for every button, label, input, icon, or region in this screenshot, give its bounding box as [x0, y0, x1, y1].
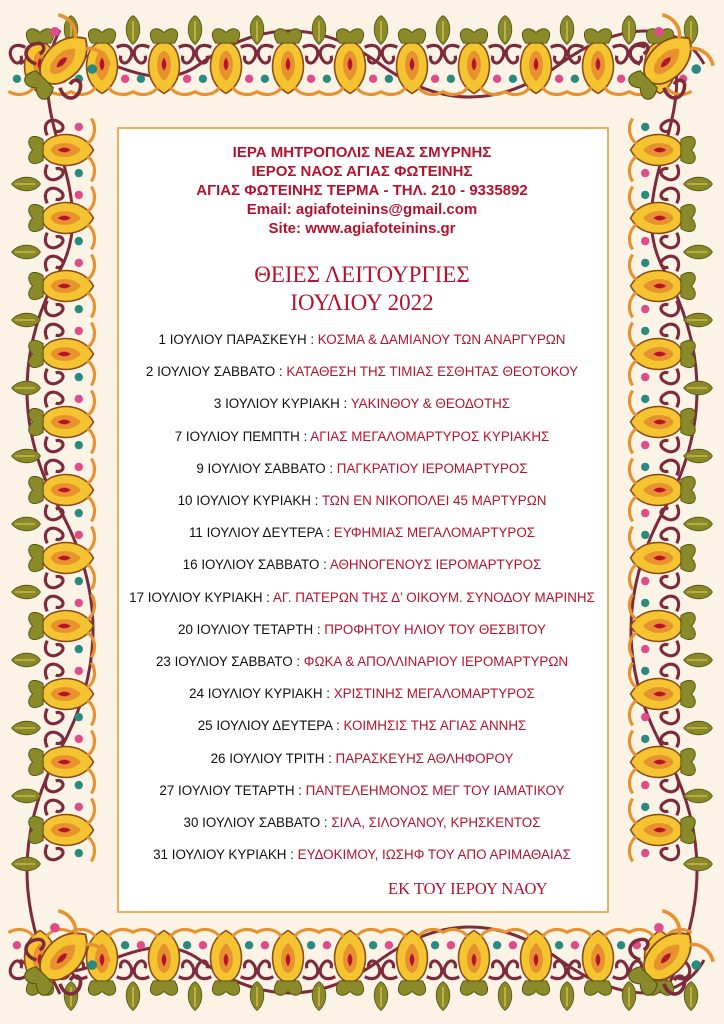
service-date: 16 ΙΟΥΛΙΟΥ ΣΑΒΒΑΤΟ :	[182, 557, 330, 573]
header-address-phone: ΑΓΙΑΣ ΦΩΤΕΙΝΗΣ ΤΕΡΜΑ - ΤΗΛ. 210 - 9335892	[196, 182, 528, 199]
service-date: 24 ΙΟΥΛΙΟΥ ΚΥΡΙΑΚΗ :	[189, 686, 334, 702]
service-row	[0, 525, 724, 541]
service-date: 7 ΙΟΥΛΙΟΥ ΠΕΜΠΤΗ :	[174, 428, 311, 444]
service-row	[0, 718, 724, 734]
service-saint: ΑΓ. ΠΑΤΕΡΩΝ ΤΗΣ Δ’ ΟΙΚΟΥΜ. ΣΥΝΟΔΟΥ ΜΑΡΙΝΗΣ	[272, 589, 595, 605]
header-email: Email: agiafoteinins@gmail.com	[246, 201, 478, 218]
service-saint: ΣΙΛΑ, ΣΙΛΟΥΑΝΟΥ, ΚΡΗΣΚΕΝΤΟΣ	[331, 815, 541, 830]
service-saint: ΑΓΙΑΣ ΜΕΓΑΛΟΜΑΡΤΥΡΟΣ ΚΥΡΙΑΚΗΣ	[310, 428, 550, 444]
service-saint: ΥΑΚΙΝΘΟΥ & ΘΕΟΔΟΤΗΣ	[350, 396, 511, 412]
service-saint: ΚΑΤΑΘΕΣΗ ΤΗΣ ΤΙΜΙΑΣ ΕΣΘΗΤΑΣ ΘΕΟΤΟΚΟΥ	[286, 364, 579, 380]
service-date: 2 ΙΟΥΛΙΟΥ ΣΑΒΒΑΤΟ :	[145, 364, 287, 380]
service-row	[0, 396, 724, 412]
service-date: 11 ΙΟΥΛΙΟΥ ΔΕΥΤΕΡΑ :	[188, 525, 334, 541]
service-saint: ΚΟΙΜΗΣΙΣ ΤΗΣ ΑΓΙΑΣ ΑΝΝΗΣ	[343, 718, 527, 734]
service-row	[0, 654, 724, 670]
footer-signature: ΕΚ ΤΟΥ ΙΕΡΟΥ ΝΑΟΥ	[388, 879, 548, 898]
service-row	[0, 364, 724, 380]
page-title: ΘΕΙΕΣ ΛΕΙΤΟΥΡΓΙΕΣ	[254, 262, 470, 287]
service-date: 27 ΙΟΥΛΙΟΥ ΤΕΤΑΡΤΗ :	[159, 782, 306, 798]
header-church: ΙΕΡΟΣ ΝΑΟΣ ΑΓΙΑΣ ΦΩΤΕΙΝΗΣ	[251, 163, 473, 180]
service-date: 23 ΙΟΥΛΙΟΥ ΣΑΒΒΑΤΟ :	[155, 654, 304, 669]
service-row	[0, 783, 724, 799]
service-saint: ΕΥΦΗΜΙΑΣ ΜΕΓΑΛΟΜΑΡΤΥΡΟΣ	[333, 525, 536, 541]
service-date: 9 ΙΟΥΛΙΟΥ ΣΑΒΒΑΤΟ :	[196, 460, 337, 476]
service-date: 17 ΙΟΥΛΙΟΥ ΚΥΡΙΑΚΗ :	[129, 589, 273, 605]
service-date: 26 ΙΟΥΛΙΟΥ ΤΡΙΤΗ :	[210, 750, 336, 766]
service-row	[0, 590, 724, 606]
service-saint: ΧΡΙΣΤΙΝΗΣ ΜΕΓΑΛΟΜΑΡΤΥΡΟΣ	[333, 686, 535, 702]
service-row	[0, 332, 724, 348]
service-row	[0, 686, 724, 702]
service-row	[0, 493, 724, 509]
service-row	[0, 461, 724, 477]
service-row	[0, 751, 724, 767]
service-date: 25 ΙΟΥΛΙΟΥ ΔΕΥΤΕΡΑ :	[197, 718, 344, 734]
service-date: 20 ΙΟΥΛΙΟΥ ΤΕΤΑΡΤΗ :	[178, 621, 325, 637]
header-website: Site: www.agiafoteinins.gr	[268, 220, 456, 237]
service-row	[0, 622, 724, 638]
service-row	[0, 429, 724, 445]
service-date: 31 ΙΟΥΛΙΟΥ ΚΥΡΙΑΚΗ :	[153, 847, 298, 863]
service-saint: ΠΑΓΚΡΑΤΙΟΥ ΙΕΡΟΜΑΡΤΥΡΟΣ	[336, 460, 528, 476]
header-metropolis: ΙΕΡΑ ΜΗΤΡΟΠΟΛΙΣ ΝΕΑΣ ΣΜΥΡΝΗΣ	[232, 144, 492, 161]
service-date: 10 ΙΟΥΛΙΟΥ ΚΥΡΙΑΚΗ :	[177, 493, 322, 508]
service-row	[0, 815, 724, 831]
page-subtitle-month: ΙΟΥΛΙΟΥ 2022	[290, 290, 434, 315]
service-row	[0, 847, 724, 863]
service-saint: ΠΑΝΤΕΛΕΗΜΟΝΟΣ ΜΕΓ ΤΟΥ ΙΑΜΑΤΙΚΟΥ	[305, 782, 565, 798]
service-row	[0, 557, 724, 573]
service-saint: ΤΩΝ ΕΝ ΝΙΚΟΠΟΛΕΙ 45 ΜΑΡΤΥΡΩΝ	[321, 493, 547, 508]
service-saint: ΠΡΟΦΗΤΟΥ ΗΛΙΟΥ ΤΟΥ ΘΕΣΒΙΤΟΥ	[324, 621, 546, 637]
service-date: 1 ΙΟΥΛΙΟΥ ΠΑΡΑΣΚΕΥΗ :	[158, 332, 318, 347]
service-saint: ΦΩΚΑ & ΑΠΟΛΛΙΝΑΡΙΟΥ ΙΕΡΟΜΑΡΤΥΡΩΝ	[303, 654, 569, 669]
service-saint: ΕΥΔΟΚΙΜΟΥ, ΙΩΣΗΦ ΤΟΥ ΑΠΟ ΑΡΙΜΑΘΑΙΑΣ	[297, 847, 571, 863]
service-date: 3 ΙΟΥΛΙΟΥ ΚΥΡΙΑΚΗ :	[213, 396, 351, 412]
service-saint: ΠΑΡΑΣΚΕΥΗΣ ΑΘΛΗΦΟΡΟΥ	[335, 750, 514, 766]
service-saint: ΑΘΗΝΟΓΕΝΟΥΣ ΙΕΡΟΜΑΡΤΥΡΟΣ	[329, 557, 542, 573]
service-saint: ΚΟΣΜΑ & ΔΑΜΙΑΝΟΥ ΤΩΝ ΑΝΑΡΓΥΡΩΝ	[317, 332, 566, 347]
service-date: 30 ΙΟΥΛΙΟΥ ΣΑΒΒΑΤΟ :	[183, 815, 332, 830]
